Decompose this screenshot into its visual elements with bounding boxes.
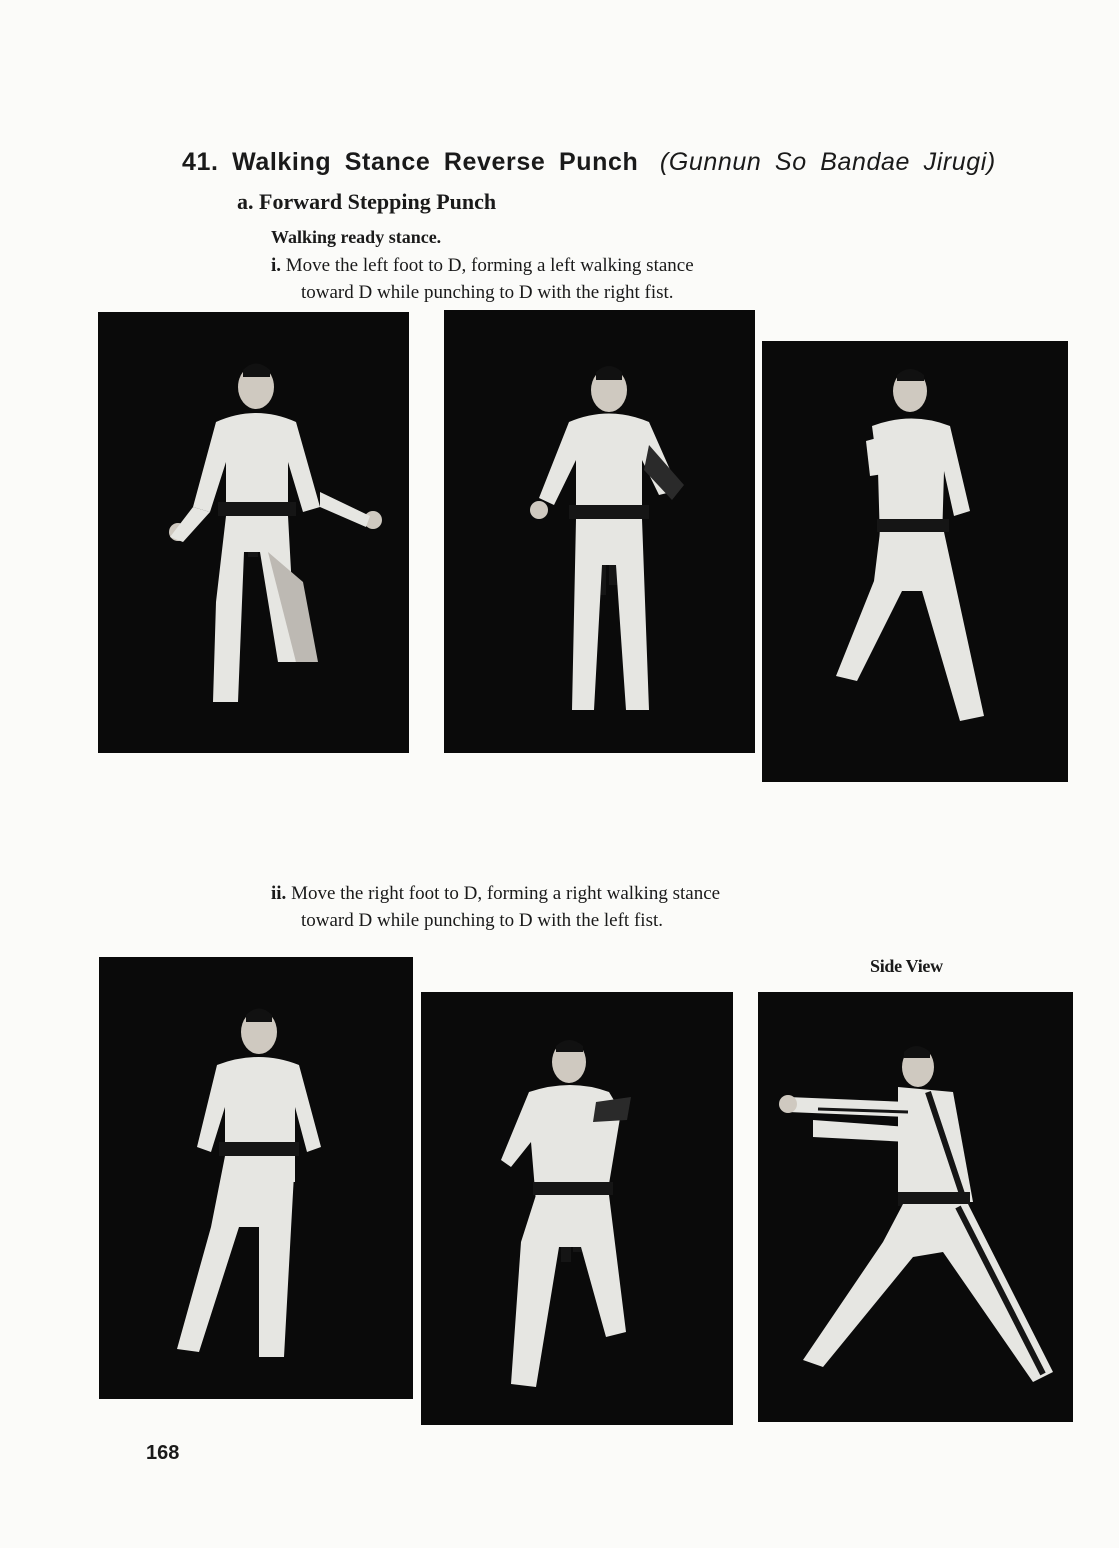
step-line: toward D while punching to D with the right fist. [301,282,674,303]
heading-title: Walking Stance Reverse Punch [232,148,639,176]
figure-walking-stance-punch-icon [762,341,1068,782]
heading-subtitle: (Gunnun So Bandae Jirugi) [659,148,996,176]
figure-side-punch-icon [758,992,1073,1422]
step-number: ii. [271,883,287,904]
photo-step-2-punch [421,992,733,1425]
photo-step-2-start [99,957,413,1399]
step-line: toward D while punching to D with the left fist. [301,910,663,931]
figure-front-reverse-punch-icon [421,992,733,1425]
ready-stance-label: Walking ready stance. [271,227,442,247]
step-line: Move the right foot to D, forming a right walking stance [291,883,721,904]
heading-number: 41. [182,148,219,176]
step-instruction-2 [271,880,720,934]
figure-front-ready-icon [98,312,409,753]
step-number: i. [271,255,282,276]
subsection-title: a. Forward Stepping Punch [237,189,497,214]
photo-side-view [758,992,1073,1422]
step-line: Move the left foot to D, forming a left walking stance [285,255,694,276]
side-view-label: Side View [870,956,943,976]
photo-step-1-finish [762,341,1068,782]
figure-front-step-icon [99,957,413,1399]
section-heading [182,148,996,177]
step-instruction-1 [271,252,694,306]
figure-front-punch-icon [444,310,755,753]
photo-ready-stance [98,312,409,753]
page-number: 168 [146,1442,180,1464]
photo-step-1-punch [444,310,755,753]
